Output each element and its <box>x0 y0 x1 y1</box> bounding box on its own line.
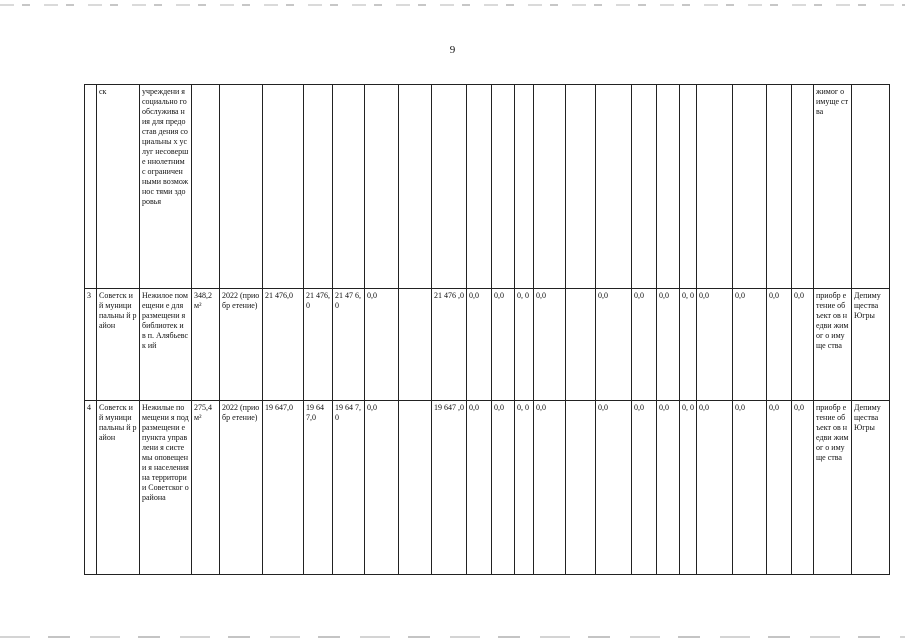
cell-area: 275,4 м² <box>192 401 220 575</box>
cell-value <box>304 85 333 289</box>
cell-purpose: приобр етение объект ов недви жимог о имуще ства <box>814 401 852 575</box>
cell-value <box>492 85 515 289</box>
cell-value <box>566 401 596 575</box>
cell-row-number <box>85 85 97 289</box>
cell-value: 0,0 <box>733 401 767 575</box>
cell-responsible <box>852 85 890 289</box>
cell-value <box>680 85 697 289</box>
cell-value: 0,0 <box>365 289 399 401</box>
cell-responsible: Депиму щества Югры <box>852 289 890 401</box>
cell-value: 21 476,0 <box>304 289 333 401</box>
cell-year <box>220 85 263 289</box>
cell-year: 2022 (приобр етение) <box>220 401 263 575</box>
cell-area: 348,2 м² <box>192 289 220 401</box>
cell-total-cost: 19 647,0 <box>263 401 304 575</box>
cell-object-name: Нежилые помещени я под размещени е пункта управлени я системы оповещени я населения на территори и Советског о района <box>140 401 192 575</box>
cell-municipality: Советск ий муници пальны й район <box>97 401 140 575</box>
cell-value <box>767 85 792 289</box>
cell-value: 19 64 7,0 <box>304 401 333 575</box>
table-row <box>85 289 890 401</box>
cell-value: 19 647 ,0 <box>432 401 467 575</box>
cell-value <box>596 85 632 289</box>
cell-total-cost: 21 476,0 <box>263 289 304 401</box>
cell-value <box>365 85 399 289</box>
cell-value: 19 64 7,0 <box>333 401 365 575</box>
cell-value <box>515 85 534 289</box>
cell-row-number: 4 <box>85 401 97 575</box>
cell-value: 0,0 <box>767 401 792 575</box>
cell-value: 0,0 <box>365 401 399 575</box>
cell-value <box>733 85 767 289</box>
cell-object-name: Нежилое помещени е для размещени я библиотек и в п. Алябьевск ий <box>140 289 192 401</box>
cell-value: 0, 0 <box>680 401 697 575</box>
cell-value <box>632 85 657 289</box>
cell-value <box>467 85 492 289</box>
cell-value: 0,0 <box>596 401 632 575</box>
table-row <box>85 401 890 575</box>
cell-value: 0,0 <box>657 289 680 401</box>
cell-value <box>333 85 365 289</box>
page-number: 9 <box>449 44 456 56</box>
cell-value <box>566 85 596 289</box>
budget-table <box>84 84 890 575</box>
cell-object-name: учреждени я социально го обслужива ния для предостав дения социальны х услуг несоверше ннолетним с ограничен ными возможнос тями здоровья <box>140 85 192 289</box>
cell-value: 0,0 <box>492 401 515 575</box>
cell-value <box>399 289 432 401</box>
cell-municipality: ск <box>97 85 140 289</box>
cell-value: 0, 0 <box>680 289 697 401</box>
cell-value: 0,0 <box>632 289 657 401</box>
cell-value: 0,0 <box>792 401 814 575</box>
cell-value <box>697 85 733 289</box>
cell-value: 0, 0 <box>515 401 534 575</box>
cell-purpose: жимог о имуще ства <box>814 85 852 289</box>
table-row <box>85 85 890 289</box>
cell-value: 0,0 <box>534 289 566 401</box>
cell-value: 0,0 <box>596 289 632 401</box>
cell-value: 0,0 <box>467 289 492 401</box>
scan-artifact-bottom <box>0 636 905 638</box>
cell-value: 0,0 <box>697 401 733 575</box>
cell-value: 0,0 <box>492 289 515 401</box>
cell-responsible: Депиму щества Югры <box>852 401 890 575</box>
cell-value: 0,0 <box>657 401 680 575</box>
cell-value: 0,0 <box>767 289 792 401</box>
cell-purpose: приобр етение объект ов недви жимог о имуще ства <box>814 289 852 401</box>
cell-value <box>399 85 432 289</box>
cell-value <box>432 85 467 289</box>
cell-value <box>566 289 596 401</box>
cell-value <box>534 85 566 289</box>
cell-area <box>192 85 220 289</box>
cell-value: 21 47 6,0 <box>333 289 365 401</box>
cell-value <box>399 401 432 575</box>
cell-year: 2022 (приобр етение) <box>220 289 263 401</box>
cell-value <box>792 85 814 289</box>
scan-artifact-top <box>0 4 905 6</box>
cell-value: 0, 0 <box>515 289 534 401</box>
cell-municipality: Советск ий муници пальны й район <box>97 289 140 401</box>
cell-value: 0,0 <box>792 289 814 401</box>
cell-value: 0,0 <box>467 401 492 575</box>
cell-row-number: 3 <box>85 289 97 401</box>
cell-value: 0,0 <box>697 289 733 401</box>
cell-value: 0,0 <box>534 401 566 575</box>
cell-value: 21 476 ,0 <box>432 289 467 401</box>
cell-value <box>657 85 680 289</box>
cell-value: 0,0 <box>733 289 767 401</box>
cell-value: 0,0 <box>632 401 657 575</box>
cell-total-cost <box>263 85 304 289</box>
